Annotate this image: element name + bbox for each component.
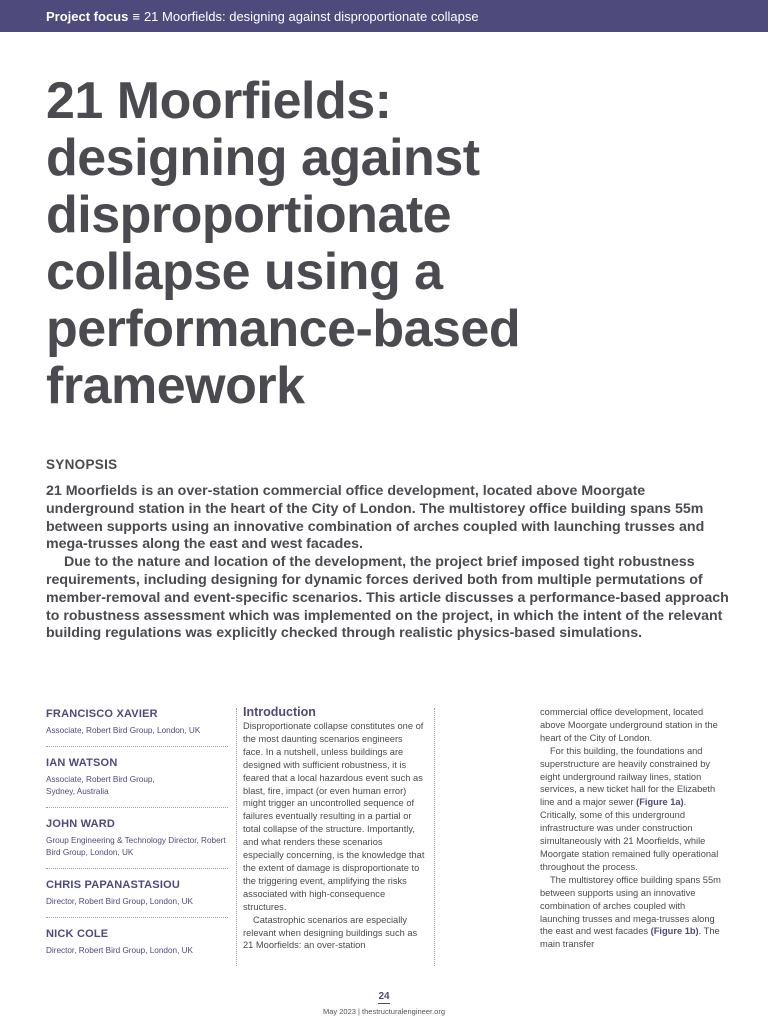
body-text: . Critically, some of this underground infrastructure was under construction simultaneously with 21 Moorfields, while Moorgate station remained fully operational throughout the process. [540, 797, 719, 872]
synopsis [46, 483, 736, 643]
running-title: 21 Moorfields: designing against disproportionate collapse [143, 8, 479, 24]
body-column-1 [243, 706, 425, 952]
author-name: NICK COLE [46, 928, 109, 940]
title-line: designing against [46, 129, 480, 187]
author-name: JOHN WARD [46, 818, 116, 830]
body-paragraph: commercial office development, located above Moorgate underground station in the heart of the City of London. [540, 707, 718, 743]
figure-reference: (Figure 1b) [650, 926, 699, 937]
menu-icon: ≡ [132, 8, 140, 24]
article-title [46, 73, 736, 415]
author-entry [46, 926, 228, 966]
title-line: collapse using a [46, 243, 443, 301]
synopsis-paragraph: Due to the nature and location of the development, the project brief imposed tight robustness requirements, including designing for dynamic forces derived both from multiple permutations of member-removal and event-specific scenarios. This article discusses a performance-based approach to robustness assessment which was implemented on the project, in which the intent of the relevant building regulations was explicitly checked through realistic physics-based simulations. [46, 554, 729, 642]
column-divider [236, 708, 237, 966]
author-name: CHRIS PAPANASTASIOU [46, 879, 180, 891]
running-header [0, 0, 768, 32]
section-label: Project focus [46, 8, 129, 24]
author-entry [46, 706, 228, 747]
body-paragraph: Disproportionate collapse constitutes one of the most daunting scenarios engineers face. In a nutshell, unless buildings are designed with sufficient robustness, it is feared that a local hazardous event such as blast, fire, impact (or even human error) might trigger an uncontrolled sequence of failures eventually resulting in a partial or total collapse of the structure. Importantly, and what renders these scenarios especially concerning, is the knowledge that the extent of damage is disproportionate to the triggering event, amplifying the risks associated with high-consequence structures. [243, 721, 425, 912]
title-line: disproportionate [46, 186, 452, 244]
author-affiliation: Director, Robert Bird Group, London, UK [46, 897, 193, 906]
body-paragraph [540, 874, 722, 951]
author-name: IAN WATSON [46, 757, 118, 769]
title-line: 21 Moorfields: [46, 72, 392, 130]
body-column-2 [540, 706, 722, 951]
author-name: FRANCISCO XAVIER [46, 708, 158, 720]
author-entry [46, 816, 228, 869]
page-number: 24 [378, 991, 390, 1002]
body-text: The multistorey office building spans 55m between supports using an innovative combination of arches coupled with launching trusses and mega-trusses along the east and west facades [540, 874, 721, 937]
author-affiliation: Associate, Robert Bird Group, Sydney, Australia [46, 775, 155, 796]
section-heading-introduction: Introduction [243, 705, 316, 719]
body-text: . The main transfer [540, 926, 720, 950]
body-paragraph: Catastrophic scenarios are especially relevant when designing buildings such as 21 Moorfields: an over-station [243, 914, 418, 951]
author-affiliation: Director, Robert Bird Group, London, UK [46, 946, 193, 955]
synopsis-paragraph: 21 Moorfields is an over-station commercial office development, located above Moorgate underground station in the heart of the City of London. The multistorey office building spans 55m between supports using an innovative combination of arches coupled with launching trusses and mega-trusses along the east and west facades. [46, 483, 705, 553]
author-list [46, 706, 228, 974]
column-divider [434, 708, 435, 966]
title-line: framework [46, 357, 305, 415]
author-affiliation: Group Engineering & Technology Director, Robert Bird Group, London, UK [46, 836, 226, 857]
body-text: For this building, the foundations and superstructure are heavily constrained by eight underground railway lines, station services, a new ticket hall for the Elizabeth line and a major sewer [540, 745, 716, 808]
page-footer [0, 986, 768, 1016]
author-affiliation: Associate, Robert Bird Group, London, UK [46, 726, 201, 735]
figure-reference: (Figure 1a) [636, 797, 684, 808]
synopsis-heading: SYNOPSIS [46, 457, 118, 472]
issue-and-website: May 2023 | thestructuralengineer.org [322, 1007, 446, 1016]
body-paragraph [540, 745, 722, 874]
title-line: performance-based [46, 300, 521, 358]
author-entry [46, 755, 228, 808]
author-entry [46, 877, 228, 918]
